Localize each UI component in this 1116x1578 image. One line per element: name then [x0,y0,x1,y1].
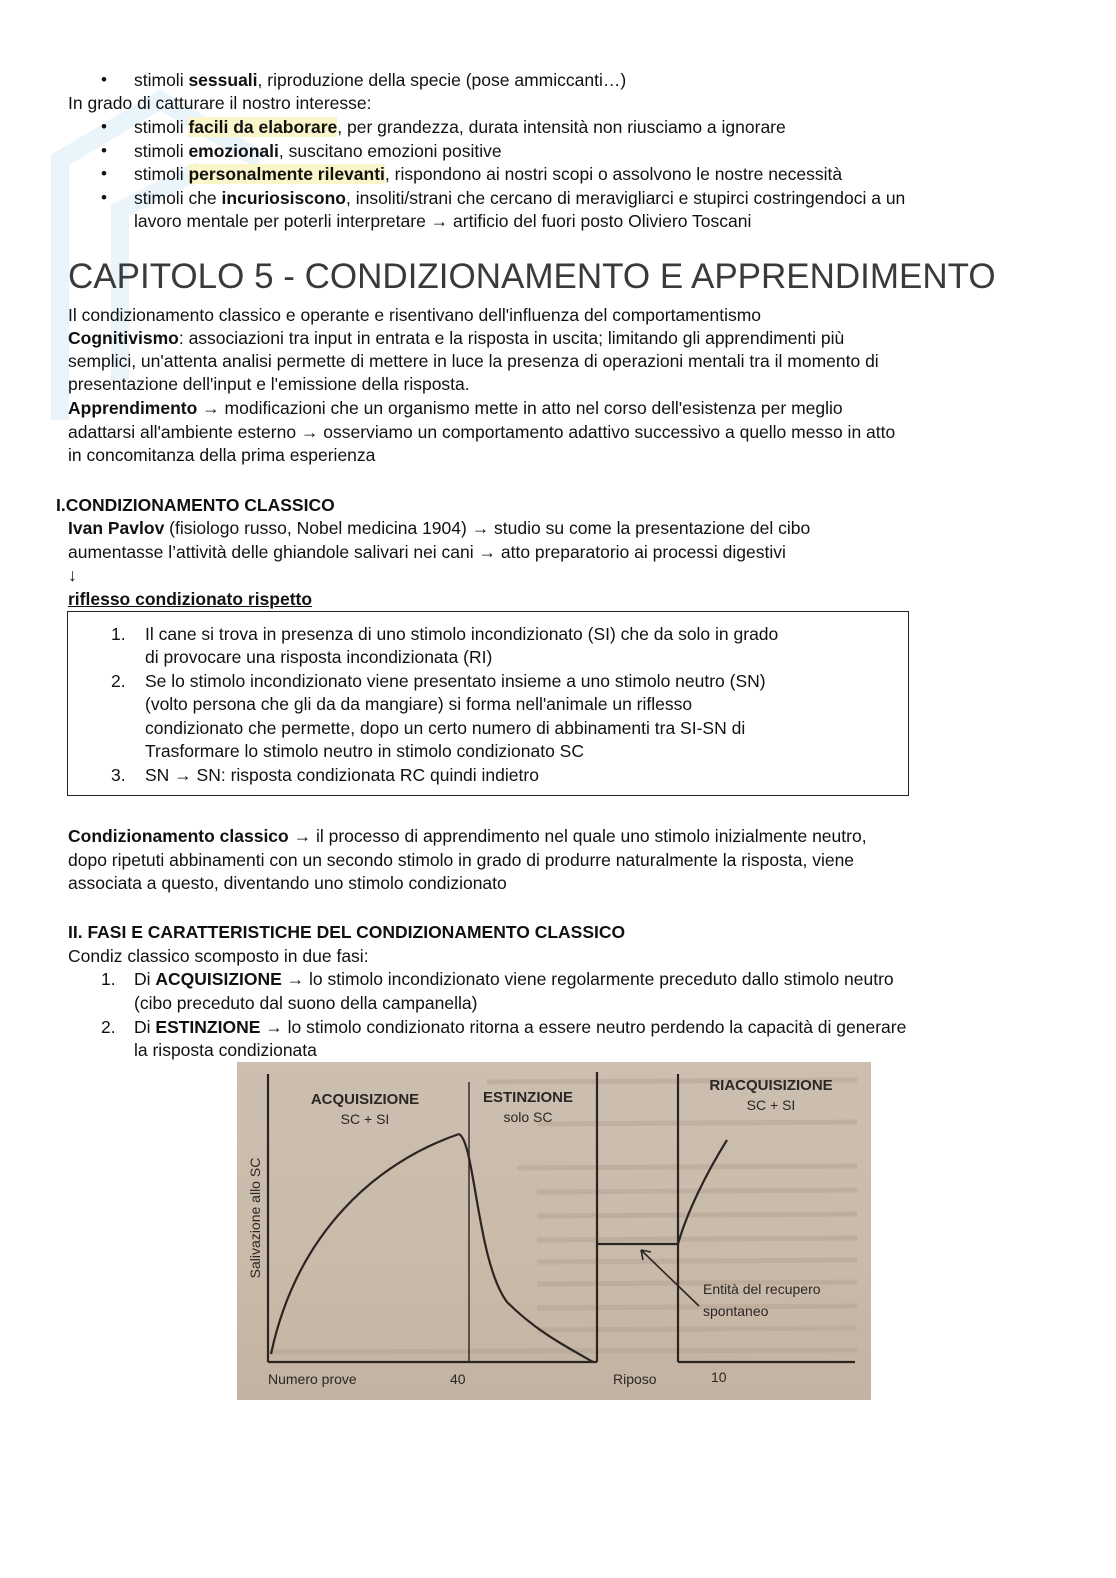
paragraph: Cognitivismo: associazioni tra input in entrata e la risposta in uscita; limitando gli apprendimenti più [68,328,845,348]
x-axis-label: Riposo [613,1371,657,1387]
paragraph: Il condizionamento classico e operante e risentivano dell'influenza del comportamentismo [68,305,762,325]
x-tick-label: 10 [711,1369,727,1385]
paragraph: Ivan Pavlov (fisiologo russo, Nobel medicina 1904) → studio su come la presentazione del cibo [68,518,811,538]
list-item: stimoli sessuali, riproduzione della specie (pose ammiccanti…) [134,70,627,90]
down-arrow-icon: ↓ [68,565,77,585]
paragraph-line: dopo ripetuti abbinamenti con un secondo stimolo in grado di produrre naturalmente la risposta, viene [68,850,855,870]
bullet-icon: • [101,141,107,160]
intro-line: In grado di catturare il nostro interesse: [68,93,372,113]
annotation-text: Entità del recupero [703,1281,821,1297]
annotation-text: spontaneo [703,1303,769,1319]
list-number: 1. [111,624,126,644]
paragraph: Condiz classico scomposto in due fasi: [68,946,369,966]
paragraph: Apprendimento → modificazioni che un organismo mette in atto nel corso dell'esistenza per meglio [68,398,843,418]
acquisition-curve [271,1134,459,1354]
paragraph-line: presentazione dell'input e l'emissione della risposta. [68,374,470,394]
paragraph-line: semplici, un'attenta analisi permette di mettere in luce la presenza di operazioni mentali tra il momento di [68,351,879,371]
conditioning-graph [237,1062,871,1400]
list-item: Di ESTINZIONE → lo stimolo condizionato ritorna a essere neutro perdendo la capacità di generare [134,1017,907,1037]
box-line: condizionato che permette, dopo un certo numero di abbinamenti tra SI-SN di [145,718,746,738]
bullet-icon: • [101,164,107,183]
list-item: stimoli emozionali, suscitano emozioni positive [134,141,502,161]
phase-title: ESTINZIONE [482,1089,574,1106]
list-number: 2. [101,1017,116,1037]
chapter-title: CAPITOLO 5 - CONDIZIONAMENTO E APPRENDIMENTO [68,257,996,296]
phase-subtitle: SC + SI [340,1111,390,1127]
phase-subtitle: solo SC [503,1109,553,1125]
list-item: stimoli personalmente rilevanti, rispondono ai nostri scopi o assolvono le nostre necessità [134,164,843,184]
phase-subtitle: SC + SI [746,1097,796,1113]
list-item-continuation: lavoro mentale per poterli interpretare → artificio del fuori posto Oliviero Toscani [134,211,752,231]
paragraph: Condizionamento classico → il processo di apprendimento nel quale uno stimolo inizialmente neutro, [68,826,867,846]
box-line: di provocare una risposta incondizionata (RI) [145,647,493,667]
bullet-icon: • [101,70,107,89]
box-line: Il cane si trova in presenza di uno stimolo incondizionato (SI) che da solo in grado [145,624,779,644]
bullet-icon: • [101,188,107,207]
conditioning-graph-photo [237,1062,871,1400]
list-item-continuation: la risposta condizionata [134,1040,317,1060]
list-item-continuation: (cibo preceduto dal suono della campanella) [134,993,478,1013]
section-heading: I.CONDIZIONAMENTO CLASSICO [56,495,335,515]
bullet-icon: • [101,117,107,136]
list-item: Di ACQUISIZIONE → lo stimolo incondizionato viene regolarmente preceduto dallo stimolo neutro [134,969,894,989]
y-axis-label: Salivazione allo SC [247,1157,263,1279]
box-line: Trasformare lo stimolo neutro in stimolo condizionato SC [145,741,584,761]
phase-title: RIACQUISIZIONE [709,1077,833,1094]
box-line: (volto persona che gli da da mangiare) si forma nell'animale un riflesso [145,694,693,714]
x-axis-label: Numero prove [268,1371,357,1387]
box-line: Se lo stimolo incondizionato viene presentato insieme a uno stimolo neutro (SN) [145,671,766,691]
list-number: 3. [111,765,126,785]
paragraph-line: adattarsi all'ambiente esterno → osserviamo un comportamento adattivo successivo a quello messo in atto [68,422,896,442]
list-number: 1. [101,969,116,989]
list-number: 2. [111,671,126,691]
box-line: SN → SN: risposta condizionata RC quindi indietro [145,765,539,785]
paragraph-line: aumentasse l’attività delle ghiandole salivari nei cani → atto preparatorio ai processi digestivi [68,542,786,562]
phase-title: ACQUISIZIONE [310,1091,420,1108]
list-item: stimoli facili da elaborare, per grandezza, durata intensità non riusciamo a ignorare [134,117,786,137]
list-item: stimoli che incuriosiscono, insoliti/strani che cercano di meravigliarci e stupirci costringendoci a un [134,188,906,208]
subheading: riflesso condizionato rispetto [68,589,313,609]
section-heading: II. FASI E CARATTERISTICHE DEL CONDIZIONAMENTO CLASSICO [68,922,626,942]
paragraph-line: in concomitanza della prima esperienza [68,445,376,465]
x-tick-label: 40 [450,1371,466,1387]
paragraph-line: associata a questo, diventando uno stimolo condizionato [68,873,507,893]
annotation-arrow [641,1250,699,1306]
